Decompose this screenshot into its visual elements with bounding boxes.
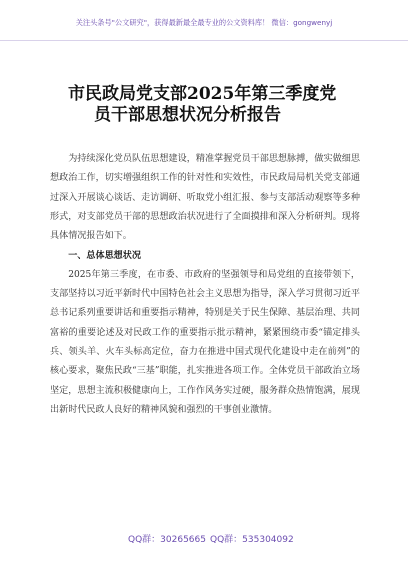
section-paragraph: 2025年第三季度，在市委、市政府的坚强领导和局党组的直接带领下，支部坚持以习近平新时代中国特色社会主义思想为指导，深入学习贯彻习近平总书记系列重要讲话和重要指示精神，特别是关于民生保障、基层治理、共同富裕的重要论述及对民政工作的重要指示批示精神，紧紧围绕市委“锚定排头兵、领头羊、火车头标高定位，奋力在推进中国式现代化建设中走在前列”的核心要求，聚焦民政“三基”职能，扎实推进各项工作。全体党员干部政治立场坚定，思想主流积极健康向上，工作作风务实过硬，服务群众热情饱满，展现出新时代民政人良好的精神风貌和强烈的干事创业激情。	[50, 269, 360, 415]
intro-paragraph: 为持续深化党员队伍思想建设，精准掌握党员干部思想脉搏，做实做细思想政治工作，切实增强组织工作的针对性和实效性，市民政局局机关党支部通过深入开展谈心谈话、走访调研、听取党小组汇报、参与支部活动观察等多种形式，对支部党员干部的思想政治状况进行了全面摸排和深入分析研判。现将具体情况报告如下。	[50, 154, 360, 242]
header-banner: 关注头条号"公文研究"，获得最新最全最专业的公文资料库！ 微信：gongwenyj	[75, 18, 333, 27]
title-line-2: 员干部思想状况分析报告	[94, 105, 281, 125]
title-line-1: 市民政局党支部2025年第三季度党	[68, 84, 337, 104]
section-heading: 一、总体思想状况	[68, 250, 141, 262]
header-divider	[0, 40, 408, 41]
footer-qq-group-2: QQ群：535304092	[210, 535, 294, 545]
document-body	[50, 150, 360, 420]
document-title	[54, 84, 374, 126]
footer-qq-group-1: QQ群：30265665	[128, 535, 206, 545]
